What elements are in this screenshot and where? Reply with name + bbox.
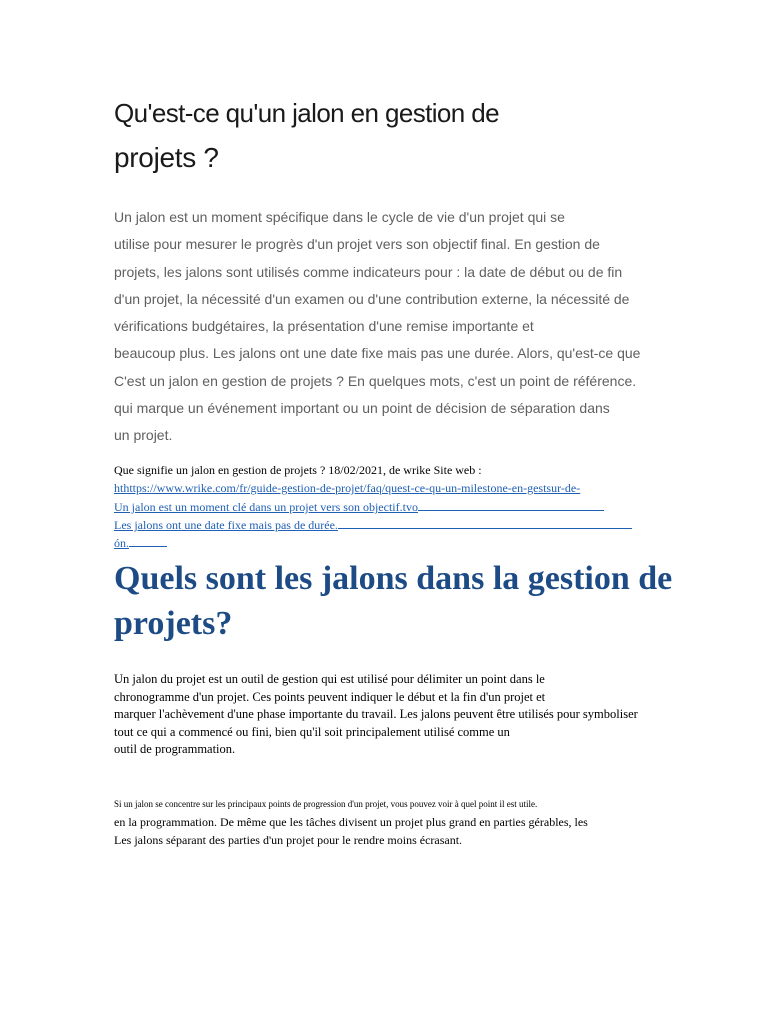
intro-line: C'est un jalon en gestion de projets ? En quelques mots, c'est un point de référence. <box>114 372 637 389</box>
link-underline-fill <box>418 497 604 511</box>
link-underline-fill <box>129 533 167 547</box>
citation-block <box>114 461 674 551</box>
intro-paragraph <box>114 204 674 450</box>
citation-link[interactable]: Un jalon est un moment clé dans un projet vers son objectif.tvo <box>114 500 418 514</box>
citation-link[interactable]: ón. <box>114 536 129 550</box>
section-paragraph-2 <box>114 796 674 812</box>
section-heading-line-2: projets? <box>114 605 233 642</box>
citation-source: Que signifie un jalon en gestion de projets ? 18/02/2021, de wrike Site web : <box>114 463 482 477</box>
section-heading <box>114 556 714 646</box>
citation-link[interactable]: hthttps://www.wrike.com/fr/guide-gestion-de-projet/faq/quest-ce-qu-un-milestone-en-gestsur-de- <box>114 481 581 495</box>
section-paragraph-3 <box>114 814 674 849</box>
paragraph-line: Si un jalon se concentre sur les principaux points de progression d'un projet, vous pouvez voir à quel point il est utile. <box>114 799 538 809</box>
intro-line: vérifications budgétaires, la présentation d'une remise importante et <box>114 318 534 335</box>
page-title-line-2: projets ? <box>114 142 219 173</box>
intro-line: projets, les jalons sont utilisés comme indicateurs pour : la date de début ou de fin <box>114 263 623 280</box>
intro-line: beaucoup plus. Les jalons ont une date fixe mais pas une durée. Alors, qu'est-ce que <box>114 345 641 362</box>
paragraph-line: chronogramme d'un projet. Ces points peuvent indiquer le début et la fin d'un projet et <box>114 689 546 704</box>
citation-link-line[interactable] <box>114 497 674 515</box>
citation-link[interactable]: Les jalons ont une date fixe mais pas de durée. <box>114 518 338 532</box>
page-title-line-1: Qu'est-ce qu'un jalon en gestion de <box>114 98 499 128</box>
paragraph-line: Un jalon du projet est un outil de gestion qui est utilisé pour délimiter un point dans le <box>114 672 545 686</box>
intro-line: d'un projet, la nécessité d'un examen ou d'une contribution externe, la nécessité de <box>114 290 630 307</box>
link-underline-fill <box>338 515 632 529</box>
intro-line: Un jalon est un moment spécifique dans le cycle de vie d'un projet qui se <box>114 209 565 225</box>
intro-line: qui marque un événement important ou un point de décision de séparation dans <box>114 400 610 417</box>
paragraph-line: en la programmation. De même que les tâches divisent un projet plus grand en parties gérables, les <box>114 815 588 829</box>
paragraph-line: Les jalons séparant des parties d'un projet pour le rendre moins écrasant. <box>114 832 463 847</box>
intro-line: utilise pour mesurer le progrès d'un projet vers son objectif final. En gestion de <box>114 236 600 253</box>
intro-line: un projet. <box>114 427 173 444</box>
citation-link-line[interactable] <box>114 533 674 551</box>
citation-link-line[interactable] <box>114 479 674 497</box>
paragraph-line: marquer l'achèvement d'une phase importante du travail. Les jalons peuvent être utilisés pour symboliser <box>114 707 638 722</box>
section-heading-line-1: Quels sont les jalons dans la gestion de <box>114 560 673 597</box>
paragraph-line: outil de programmation. <box>114 742 236 757</box>
section-paragraph-1 <box>114 671 674 759</box>
citation-link-line[interactable] <box>114 515 674 533</box>
paragraph-line: tout ce qui a commencé ou fini, bien qu'il soit principalement utilisé comme un <box>114 724 510 739</box>
